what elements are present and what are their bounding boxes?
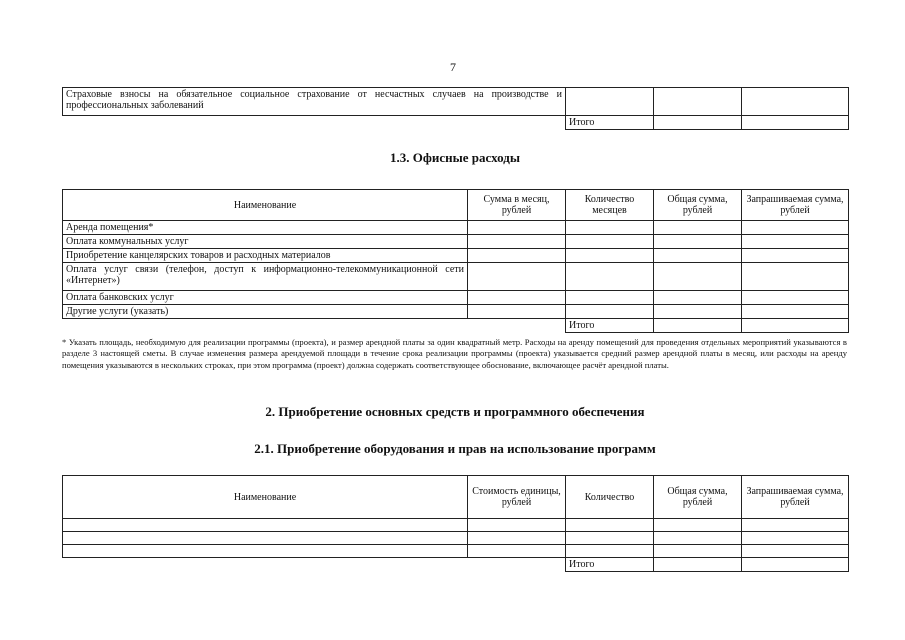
total-label: Итого — [566, 116, 654, 130]
table-cell — [654, 263, 742, 291]
table-row — [63, 305, 849, 319]
total-row — [63, 558, 849, 572]
table-cell — [63, 532, 468, 545]
footnote: * Указать площадь, необходимую для реализации программы (проекта), и размер арендной платы за один квадратный метр. Расходы на аренду помещений для проведения отдельных мероприятий указываются в разделе 3 настоящей сметы. В случае изменения размера арендуемой площади в течение срока реализации программы (проекта) указывается средний размер арендной платы в месяц, или расходы на аренду помещения указываются в нескольких строках, при этом программа (проект) должна содержать соответствующее обоснование, включающее расчёт арендной платы. — [62, 337, 847, 370]
table-cell — [468, 235, 566, 249]
table-row — [63, 291, 849, 305]
header-cell: Запрашиваемая сумма, рублей — [742, 476, 849, 519]
header-cell: Запрашиваемая сумма, рублей — [742, 190, 849, 221]
table-cell — [566, 532, 654, 545]
table-cell — [654, 88, 742, 116]
office-expenses-table — [62, 189, 849, 333]
table-cell — [468, 249, 566, 263]
row-label: Оплата банковских услуг — [63, 291, 468, 305]
table-cell — [742, 545, 849, 558]
table-cell — [654, 235, 742, 249]
table-cell — [742, 558, 849, 572]
header-cell: Сумма в месяц, рублей — [468, 190, 566, 221]
header-cell: Наименование — [63, 476, 468, 519]
table-cell — [654, 291, 742, 305]
table-row — [63, 221, 849, 235]
table-cell — [742, 221, 849, 235]
header-cell: Стоимость единицы, рублей — [468, 476, 566, 519]
header-cell: Количество — [566, 476, 654, 519]
table-cell — [654, 319, 742, 333]
row-label: Другие услуги (указать) — [63, 305, 468, 319]
spacer-cell — [468, 558, 566, 572]
table-cell — [468, 221, 566, 235]
spacer-cell — [63, 558, 468, 572]
table-cell — [566, 221, 654, 235]
section-title-office-expenses: 1.3. Офисные расходы — [390, 150, 520, 165]
table-cell — [742, 291, 849, 305]
total-row — [63, 319, 849, 333]
table-cell — [566, 88, 654, 116]
section-title-fixed-assets: 2. Приобретение основных средств и программного обеспечения — [265, 404, 645, 419]
table-cell — [468, 291, 566, 305]
table-cell — [654, 116, 742, 130]
table-cell — [742, 249, 849, 263]
page-number: 7 — [450, 60, 456, 74]
row-label: Оплата услуг связи (телефон, доступ к информационно-телекоммуникационной сети «Интернет») — [63, 263, 468, 291]
table-cell — [63, 519, 468, 532]
header-cell: Количество месяцев — [566, 190, 654, 221]
table-cell — [654, 519, 742, 532]
section-title-equipment: 2.1. Приобретение оборудования и прав на использование программ — [254, 441, 656, 456]
table-cell — [654, 249, 742, 263]
table-cell — [566, 263, 654, 291]
table-cell — [654, 558, 742, 572]
table-cell — [742, 116, 849, 130]
spacer-cell — [63, 116, 566, 130]
header-cell: Наименование — [63, 190, 468, 221]
table-header-row — [63, 476, 849, 519]
table-cell — [468, 519, 566, 532]
table-cell — [742, 88, 849, 116]
table-cell — [63, 545, 468, 558]
row-label: Приобретение канцелярских товаров и расходных материалов — [63, 249, 468, 263]
spacer-cell — [63, 319, 468, 333]
table-cell — [468, 545, 566, 558]
table-row — [63, 545, 849, 558]
table-cell — [742, 319, 849, 333]
table-row — [63, 519, 849, 532]
table-cell — [566, 291, 654, 305]
table-row — [63, 235, 849, 249]
equipment-table — [62, 475, 849, 572]
row-label: Оплата коммунальных услуг — [63, 235, 468, 249]
table-row — [63, 532, 849, 545]
table-row — [63, 263, 849, 291]
table-header-row — [63, 190, 849, 221]
insurance-table — [62, 87, 849, 130]
table-cell — [566, 235, 654, 249]
table-cell — [566, 519, 654, 532]
total-label: Итого — [566, 558, 654, 572]
table-cell — [566, 305, 654, 319]
table-cell — [654, 221, 742, 235]
table-cell — [654, 305, 742, 319]
header-cell: Общая сумма, рублей — [654, 190, 742, 221]
table-cell — [654, 532, 742, 545]
row-label: Аренда помещения* — [63, 221, 468, 235]
table-cell — [468, 305, 566, 319]
table-cell — [468, 263, 566, 291]
table-cell — [742, 235, 849, 249]
table-cell — [566, 545, 654, 558]
table-cell — [566, 249, 654, 263]
insurance-row-label: Страховые взносы на обязательное социальное страхование от несчастных случаев на производстве и профессиональных заболеваний — [63, 88, 566, 116]
table-cell — [468, 532, 566, 545]
header-cell: Общая сумма, рублей — [654, 476, 742, 519]
table-cell — [742, 263, 849, 291]
table-cell — [742, 519, 849, 532]
table-row — [63, 249, 849, 263]
table-cell — [742, 532, 849, 545]
total-label: Итого — [566, 319, 654, 333]
table-cell — [742, 305, 849, 319]
table-cell — [654, 545, 742, 558]
spacer-cell — [468, 319, 566, 333]
